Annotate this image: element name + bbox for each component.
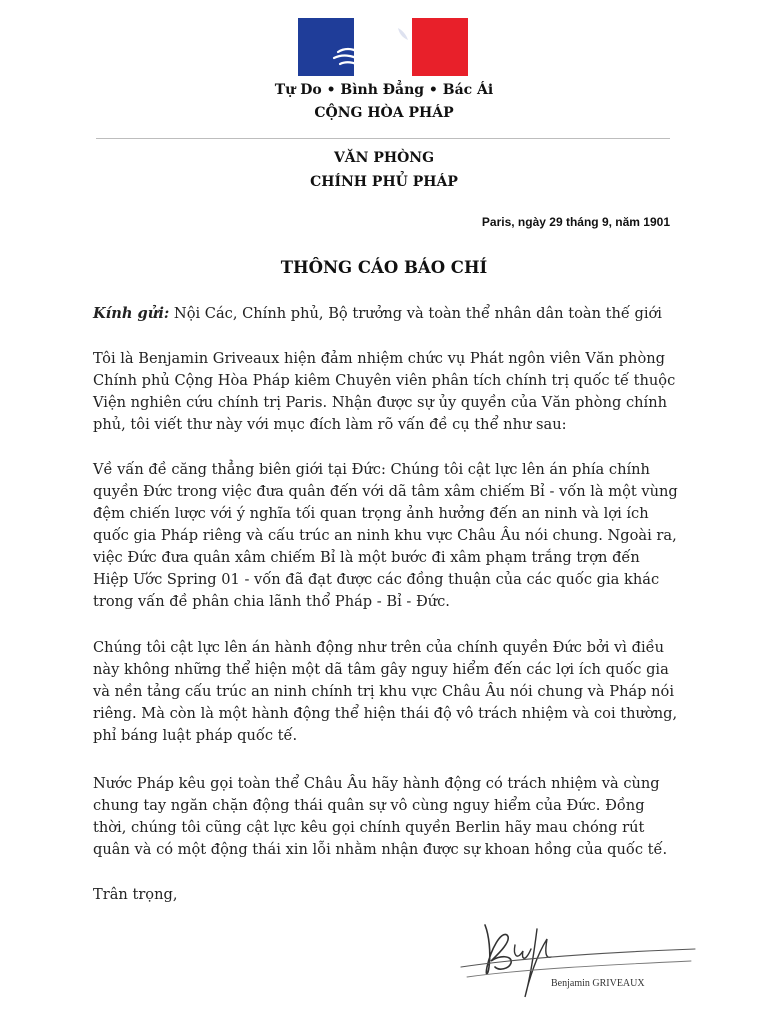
country-name: CỘNG HÒA PHÁP [314,105,454,121]
salutation [93,303,678,325]
header-divider [96,138,670,139]
document-title: THÔNG CÁO BÁO CHÍ [280,258,488,277]
national-motto: Tự Do • Bình Đẳng • Bác Ái [274,82,494,98]
body-paragraph: Tôi là Benjamin Griveaux hiện đảm nhiệm chức vụ Phát ngôn viên Văn phòng Chính phủ Cộng Hòa Pháp kiêm Chuyên viên phân tích chính trị quốc tế thuộc Viện nghiên cứu chính trị Paris. Nhận được sự ủy quyền của Văn phòng chính phủ, tôi viết thư này với mục đích làm rõ vấn đề cụ thể như sau: [93,350,676,433]
salutation-recipients: Nội Các, Chính phủ, Bộ trưởng và toàn thể nhân dân toàn thế giới [169,305,662,322]
body-paragraph: Chúng tôi cật lực lên án hành động như trên của chính quyền Đức bởi vì điều này không những thể hiện một dã tâm gây nguy hiểm đến các lợi ích quốc gia và nền tảng cấu trúc an ninh chính trị khu vực Châu Âu nói chung và Pháp nói riêng. Mà còn là một hành động thể hiện thái độ vô trách nhiệm và coi thường, phỉ báng luật pháp quốc tế. [93,639,678,744]
dateline: Paris, ngày 29 tháng 9, năm 1901 [481,215,670,229]
office-name-line2: CHÍNH PHỦ PHÁP [310,174,458,190]
body-paragraph: Về vấn đề căng thẳng biên giới tại Đức: Chúng tôi cật lực lên án phía chính quyền Đức trong việc đưa quân đến với dã tâm xâm chiếm Bỉ - vốn là một vùng đệm chiến lược với ý nghĩa tối quan trọng ảnh hưởng đến an ninh và lợi ích quốc gia Pháp riêng và cấu trúc an ninh khu vực Châu Âu nói chung. Ngoài ra, việc Đức đưa quân xâm chiếm Bỉ là một bước đi xâm phạm trắng trợn đến Hiệp Ước Spring 01 - vốn đã đạt được các đồng thuận của các quốc gia khác trong vấn đề phân chia lãnh thổ Pháp - Bỉ - Đức. [93,461,678,610]
salutation-label: Kính gửi: [93,305,170,322]
logo-red-band [412,18,468,76]
signature-image [455,905,705,1005]
office-name-line1: VĂN PHÒNG [333,150,435,166]
logo-blue-band [298,18,354,76]
closing-line: Trân trọng, [93,886,178,903]
body-paragraph: Nước Pháp kêu gọi toàn thể Châu Âu hãy hành động có trách nhiệm và cùng chung tay ngăn chặn động thái quân sự vô cùng nguy hiểm của Đức. Đồng thời, chúng tôi cũng cật lực kêu gọi chính quyền Berlin hãy mau chóng rút quân và có một động thái xin lỗi nhằm nhận được sự khoan hồng của quốc tế. [93,775,668,858]
marianne-logo [298,18,468,76]
signature-name: Benjamin GRIVEAUX [551,978,645,989]
